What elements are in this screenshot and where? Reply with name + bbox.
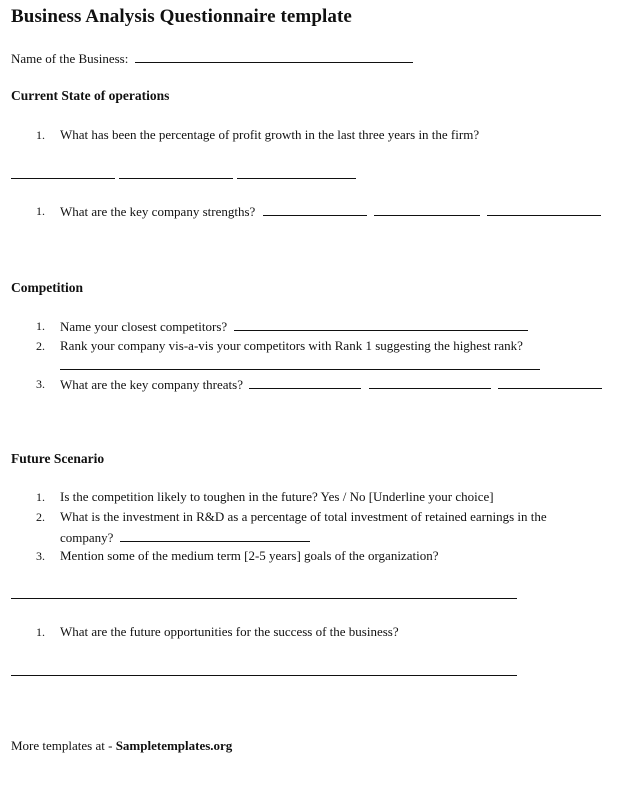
answer-line-rank[interactable] [60,369,540,370]
question-competition-toughen: Is the competition likely to toughen in the future? Yes / No [Underline your choice] [60,489,494,504]
answer-line-goals[interactable] [11,598,517,599]
question-competitors-row [60,318,528,335]
question-number: 1. [36,204,45,218]
answer-line-threats-1[interactable] [249,376,361,389]
answer-line-profit-3[interactable] [237,178,356,179]
question-rnd-investment-line2: company? [60,530,114,545]
question-medium-term-goals: Mention some of the medium term [2-5 years] goals of the organization? [60,548,439,563]
question-rnd-investment: What is the investment in R&D as a percentage of total investment of retained earnings in the [60,509,547,524]
question-rnd-investment-cont [60,529,310,546]
business-name-label: Name of the Business: [11,51,129,66]
page-title: Business Analysis Questionnaire template [11,6,352,27]
question-number: 2. [36,510,45,524]
answer-line-rnd[interactable] [120,529,310,542]
answer-line-strengths-1[interactable] [263,203,367,216]
question-rank: Rank your company vis-a-vis your competitors with Rank 1 suggesting the highest rank? [60,338,523,353]
footer-brand-link[interactable]: Sampletemplates.org [115,738,233,753]
answer-line-competitors[interactable] [234,318,528,331]
answer-line-threats-3[interactable] [498,376,602,389]
question-threats-row [60,376,602,393]
question-number: 1. [36,625,45,639]
question-number: 3. [36,377,45,391]
question-number: 2. [36,339,45,353]
question-threats: What are the key company threats? [60,377,243,392]
answer-line-profit-1[interactable] [11,178,115,179]
business-name-row [11,50,413,67]
business-name-field[interactable] [135,50,413,63]
section-heading-current: Current State of operations [11,88,170,103]
answer-line-strengths-2[interactable] [374,203,480,216]
section-heading-future: Future Scenario [11,451,105,466]
footer [11,738,232,754]
question-future-opportunities: What are the future opportunities for the success of the business? [60,624,399,639]
question-competitors: Name your closest competitors? [60,319,228,334]
footer-prefix: More templates at - [11,738,116,753]
question-number: 1. [36,128,45,142]
answer-line-strengths-3[interactable] [487,203,601,216]
question-strengths-row [60,203,601,220]
question-number: 3. [36,549,45,563]
answer-line-profit-2[interactable] [119,178,233,179]
question-strengths: What are the key company strengths? [60,204,256,219]
answer-line-opportunities[interactable] [11,675,517,676]
question-number: 1. [36,319,45,333]
section-heading-competition: Competition [11,280,83,295]
question-profit-growth: What has been the percentage of profit growth in the last three years in the firm? [60,127,480,142]
question-number: 1. [36,490,45,504]
answer-line-threats-2[interactable] [369,376,491,389]
